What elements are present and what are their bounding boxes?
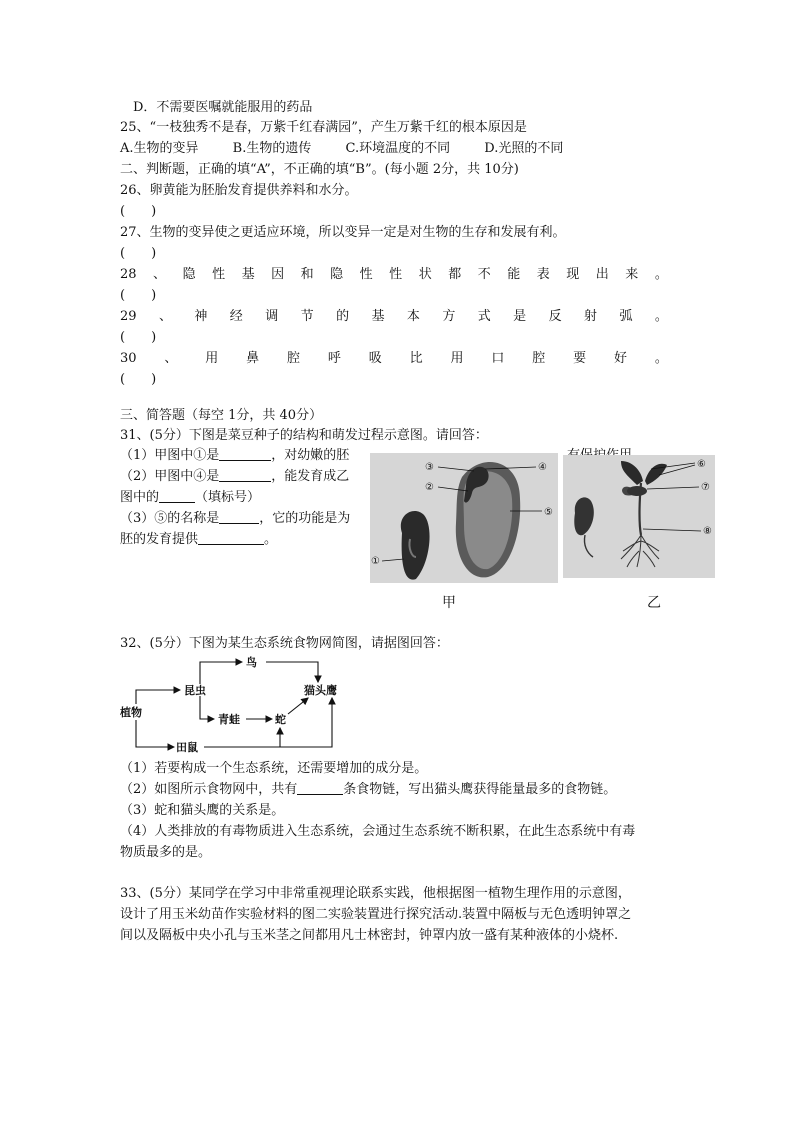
q30-char: 腔 xyxy=(287,351,301,366)
q30-char: 比 xyxy=(409,351,423,366)
q25-option-b: B.生物的遗传 xyxy=(232,141,312,156)
q28-char: 性 xyxy=(359,267,373,282)
q28-answer-bracket[interactable]: ( ) xyxy=(120,288,157,303)
q29-char: 神 xyxy=(194,309,208,324)
node-mouse: 田鼠 xyxy=(176,741,198,754)
q25-option-d: D.光照的不同 xyxy=(484,141,564,156)
q30-number: 30 xyxy=(120,351,137,366)
q30-answer-bracket[interactable]: ( ) xyxy=(120,372,157,387)
node-plant: 植物 xyxy=(120,706,142,719)
q31-blank-1[interactable] xyxy=(219,447,271,461)
food-web-diagram xyxy=(118,652,358,756)
q30-char: 好 xyxy=(614,351,628,366)
arrow-insect-frog xyxy=(200,696,214,719)
q30-char: 吸 xyxy=(368,351,382,366)
q30-char: 要 xyxy=(573,351,587,366)
node-snake: 蛇 xyxy=(275,713,286,726)
q25-option-a: A.生物的变异 xyxy=(120,141,199,156)
q28-char: 状 xyxy=(418,267,432,282)
q31-part2 xyxy=(120,467,349,486)
q32-part2-label: （2）如图所示食物网中，共有 xyxy=(120,782,298,797)
q30-char: 腔 xyxy=(532,351,546,366)
q31-part3-label: （3）⑤的名称是 xyxy=(120,511,220,526)
label-5: ⑤ xyxy=(544,507,553,518)
q29-char: 式 xyxy=(477,309,491,324)
q31-part3-text: ，它的功能是为 xyxy=(259,511,351,526)
label-4: ④ xyxy=(538,462,547,473)
arrow-bird-owl xyxy=(266,662,318,682)
q31-part3-cont-label: 胚的发育提供 xyxy=(120,532,199,547)
q31-part2-hint: （填标号） xyxy=(195,490,261,505)
q32-part4-line1: （4）人类排放的有毒物质进入生态系统，会通过生态系统不断积累，在此生态系统中有毒 xyxy=(120,824,636,839)
node-frog: 青蛙 xyxy=(218,713,240,726)
q32-part2-text: 条食物链，写出猫头鹰获得能量最多的食物链。 xyxy=(343,782,617,797)
q29-char: 反 xyxy=(548,309,562,324)
q26-answer-bracket[interactable]: ( ) xyxy=(120,204,157,219)
q31-part3-cont: 胚的发育提供 。 xyxy=(120,532,278,547)
q30-char: 。 xyxy=(654,351,668,366)
q24-option-d: D．不需要医嘱就能服用的药品 xyxy=(133,100,313,115)
q32-part3: （3）蛇和猫头鹰的关系是。 xyxy=(120,803,285,818)
arrow-mouse-owl xyxy=(280,698,332,747)
q29-char: 。 xyxy=(654,309,668,324)
q31-part2-cont-label: 图中的 xyxy=(120,490,160,505)
q29-number: 29 xyxy=(120,309,137,324)
q30-char: 用 xyxy=(450,351,464,366)
q30-text xyxy=(120,349,668,368)
q32-part4-line2: 物质最多的是。 xyxy=(120,845,212,860)
q29-char: 方 xyxy=(442,309,456,324)
q31-stem: 31、(5分）下图是菜豆种子的结构和萌发过程示意图。请回答： xyxy=(120,428,488,443)
q33-line1: 33、(5分）某同学在学习中非常重视理论联系实践，他根据图一植物生理作用的示意图， xyxy=(120,886,631,901)
q29-text xyxy=(120,307,668,326)
q32-part2 xyxy=(120,780,616,799)
q30-char: 鼻 xyxy=(246,351,260,366)
arrow-plant-insect xyxy=(136,690,180,704)
caption-yi: 乙 xyxy=(647,595,661,611)
q31-part3 xyxy=(120,509,350,528)
q31-part2-label: （2）甲图中④是 xyxy=(120,469,220,484)
arrow-plant-mouse xyxy=(136,720,174,747)
q28-char: 、 xyxy=(153,267,167,282)
q28-char: 因 xyxy=(271,267,285,282)
q25-options xyxy=(120,139,593,158)
q29-char: 基 xyxy=(371,309,385,324)
q31-blank-3[interactable] xyxy=(159,489,195,503)
q28-number: 28 xyxy=(120,267,137,282)
q29-char: 调 xyxy=(265,309,279,324)
label-6: ⑥ xyxy=(697,459,706,470)
q30-char: 呼 xyxy=(327,351,341,366)
q28-char: 性 xyxy=(212,267,226,282)
q30-char: 用 xyxy=(205,351,219,366)
q28-char: 现 xyxy=(566,267,580,282)
label-1: ① xyxy=(371,556,380,567)
label-2: ② xyxy=(425,482,434,493)
q29-char: 射 xyxy=(584,309,598,324)
q31-part1 xyxy=(120,446,349,465)
seed-structure-figure xyxy=(370,453,558,583)
q32-stem: 32、(5分）下图为某生态系统食物网简图，请据图回答： xyxy=(120,636,449,651)
q29-char: 经 xyxy=(229,309,243,324)
q26-text: 26、卵黄能为胚胎发育提供养料和水分。 xyxy=(120,183,358,198)
q31-part1-label: （1）甲图中①是 xyxy=(120,448,220,463)
q32-blank-1[interactable] xyxy=(297,781,343,795)
q28-char: 隐 xyxy=(330,267,344,282)
q27-answer-bracket[interactable]: ( ) xyxy=(120,246,157,261)
arrow-mouse-snake xyxy=(204,728,280,747)
node-bird: 鸟 xyxy=(246,656,257,669)
arrow-snake-owl xyxy=(288,698,308,714)
germination-figure xyxy=(563,455,715,578)
q25-option-c: C.环境温度的不同 xyxy=(345,141,451,156)
q28-char: 来 xyxy=(625,267,639,282)
q28-char: 都 xyxy=(448,267,462,282)
label-3: ③ xyxy=(425,462,434,473)
q30-char: 、 xyxy=(164,351,178,366)
q28-char: 出 xyxy=(595,267,609,282)
q29-answer-bracket[interactable]: ( ) xyxy=(120,330,157,345)
q28-char: 能 xyxy=(507,267,521,282)
q31-part2-text: ，能发育成乙 xyxy=(271,469,350,484)
q28-text xyxy=(120,265,668,284)
arrow-insect-bird xyxy=(200,662,242,684)
label-8: ⑧ xyxy=(703,526,712,537)
q28-char: 。 xyxy=(654,267,668,282)
section-3-header: 三、简答题（每空 1分，共 40分） xyxy=(120,408,323,423)
q29-char: 的 xyxy=(336,309,350,324)
section-2-header: 二、判断题，正确的填“A”，不正确的填“B”。(每小题 2分，共 10分) xyxy=(120,162,519,177)
q29-char: 节 xyxy=(300,309,314,324)
label-7: ⑦ xyxy=(701,482,710,493)
q28-char: 和 xyxy=(300,267,314,282)
q25-stem: 25、“一枝独秀不是春，万紫千红春满园”，产生万紫千红的根本原因是 xyxy=(120,120,527,135)
q31-blank-4[interactable] xyxy=(219,510,259,524)
q32-part1: （1）若要构成一个生态系统，还需要增加的成分是。 xyxy=(120,761,428,776)
caption-jia: 甲 xyxy=(442,595,456,611)
q28-char: 基 xyxy=(241,267,255,282)
q33-line3: 间以及隔板中央小孔与玉米茎之间都用凡士林密封，钟罩内放一盛有某种液体的小烧杯. xyxy=(120,928,619,943)
q29-char: 弧 xyxy=(619,309,633,324)
q33-line2: 设计了用玉米幼苗作实验材料的图二实验装置进行探究活动.装置中隔板与无色透明钟罩之 xyxy=(120,907,632,922)
node-insect: 昆虫 xyxy=(184,684,206,697)
q28-char: 不 xyxy=(477,267,491,282)
q27-text: 27、生物的变异使之更适应环境，所以变异一定是对生物的生存和发展有利。 xyxy=(120,225,566,240)
node-owl: 猫头鹰 xyxy=(304,684,337,697)
q28-char: 表 xyxy=(536,267,550,282)
q28-char: 隐 xyxy=(182,267,196,282)
q31-part1-text: ，对幼嫩的胚 xyxy=(271,448,350,463)
q29-char: 、 xyxy=(158,309,172,324)
q29-char: 是 xyxy=(513,309,527,324)
q31-part2-cont xyxy=(120,488,260,507)
q28-char: 性 xyxy=(389,267,403,282)
q31-blank-2[interactable] xyxy=(219,468,271,482)
q30-char: 口 xyxy=(491,351,505,366)
q31-blank-5[interactable] xyxy=(198,531,264,545)
q29-char: 本 xyxy=(406,309,420,324)
